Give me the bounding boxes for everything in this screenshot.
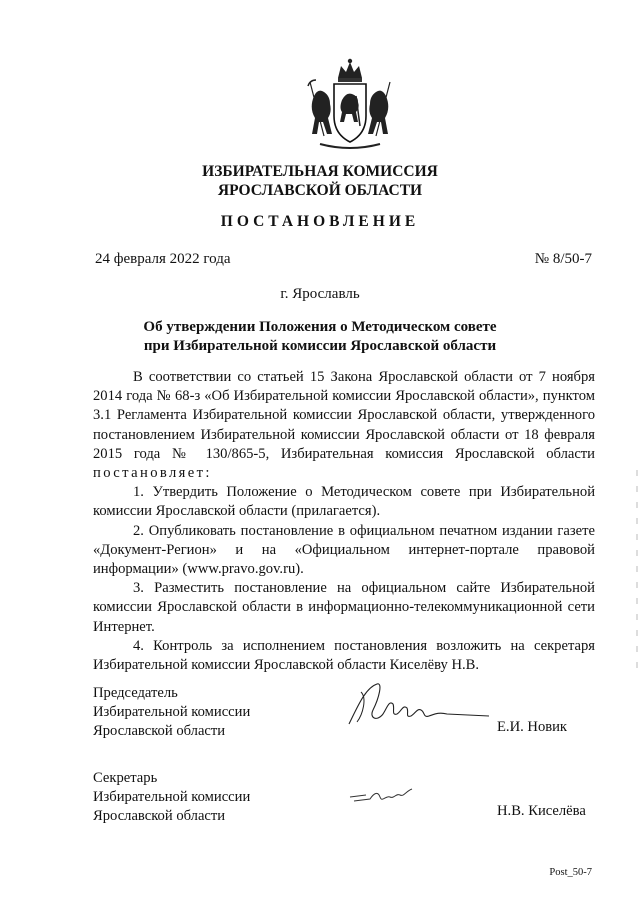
chair-title [93,684,250,741]
subject-line2: при Избирательной комиссии Ярославской области [143,338,497,354]
secretary-name: Н.В. Киселёва [497,803,586,819]
document-city: г. Ярославль [280,286,360,302]
preamble [93,368,595,483]
document-number: № 8/50-7 [534,251,592,267]
document-type: ПОСТАНОВЛЕНИЕ [220,213,420,230]
footer-code: Post_50-7 [549,867,592,878]
secretary-title-line2: Избирательной комиссии [93,789,251,805]
document-date: 24 февраля 2022 года [95,251,231,267]
chair-title-line1: Председатель [93,685,178,701]
preamble-text: В соответствии со статьей 15 Закона Ярославской области от 7 ноября 2014 года № 68-з «Об Избирательной комиссии Ярославской области», пунктом 3.1 Регламента Избирательной комиссии Ярославской области, утвержденного постановлением Избирательной комиссии Ярославской области от 18 февраля 2015 года № 130/865-5, Избирательная комиссия Ярославской области [93,369,595,462]
secretary-title-line1: Секретарь [93,770,158,786]
secretary-title [93,769,250,826]
org-name-line2: ЯРОСЛАВСКОЙ ОБЛАСТИ [217,182,423,199]
chair-name: Е.И. Новик [497,719,568,735]
subject-line1: Об утверждении Положения о Методическом совете [143,319,497,335]
secretary-handwritten-signature [348,785,418,807]
org-name-line1: ИЗБИРАТЕЛЬНАЯ КОМИССИЯ [202,163,438,180]
resolution-verb: постановляет: [93,465,212,482]
secretary-title-line3: Ярославской области [93,808,226,824]
item-4: 4. Контроль за исполнением постановления возложить на секретаря Избирательной комиссии Ярославской области Киселёву Н.В. [93,637,595,674]
item-2: 2. Опубликовать постановление в официальном печатном издании газете «Документ-Регион» и на «Официальном интернет-портале правовой информации» (www.pravo.gov.ru). [93,522,595,578]
item-3: 3. Разместить постановление на официальном сайте Избирательной комиссии Ярославской области в информационно-телекоммуникационной сети Интернет. [93,580,595,635]
chair-handwritten-signature [343,678,493,730]
chair-title-line2: Избирательной комиссии [93,704,251,720]
chair-title-line3: Ярославской области [93,723,226,739]
scan-edge-mark [636,470,638,670]
item-1: 1. Утвердить Положение о Методическом совете при Избирательной комиссии Ярославской области (прилагается). [93,484,595,520]
document-body [93,368,595,675]
coat-of-arms-icon [300,56,400,152]
